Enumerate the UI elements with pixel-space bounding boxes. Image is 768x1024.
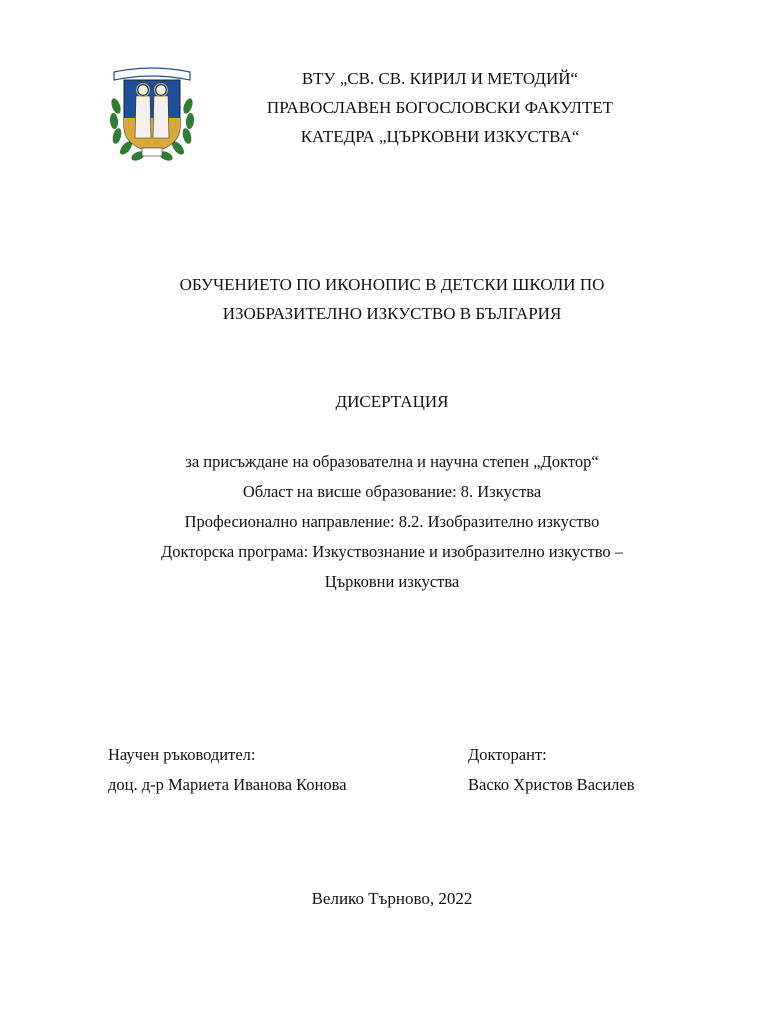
degree-purpose: за присъждане на образователна и научна степен „Доктор“ [185, 452, 599, 471]
supervisor-name: доц. д-р Мариета Иванова Конова [108, 775, 347, 794]
university-name: ВТУ „СВ. СВ. КИРИЛ И МЕТОДИЙ“ [301, 69, 579, 88]
faculty-name: ПРАВОСЛАВЕН БОГОСЛОВСКИ ФАКУЛТЕТ [266, 98, 614, 117]
institution-header [200, 64, 680, 151]
degree-details [100, 447, 684, 597]
doctoral-student-name: Васко Христов Василев [468, 775, 635, 794]
department-name: КАТЕДРА „ЦЪРКОВНИ ИЗКУСТВА“ [300, 127, 580, 146]
professional-field: Професионално направление: 8.2. Изобразително изкуство [184, 512, 600, 531]
place-and-year: Велико Търново, 2022 [311, 889, 473, 908]
supervisor-label: Научен ръководител: [108, 745, 256, 764]
doctoral-program: Докторска програма: Изкуствознание и изобразително изкуство – [160, 542, 624, 561]
title-line-2: ИЗОБРАЗИТЕЛНО ИЗКУСТВО В БЪЛГАРИЯ [222, 304, 562, 323]
supervisor-block [108, 740, 347, 800]
field-of-education: Област на висше образование: 8. Изкуства [242, 482, 542, 501]
doctoral-program-continued: Църковни изкуства [324, 572, 460, 591]
doctoral-student-block [468, 740, 635, 800]
title-line-1: ОБУЧЕНИЕТО ПО ИКОНОПИС В ДЕТСКИ ШКОЛИ ПО [179, 275, 605, 294]
doctoral-student-label: Докторант: [468, 745, 547, 764]
dissertation-title [100, 270, 684, 328]
document-type: ДИСЕРТАЦИЯ [335, 392, 449, 411]
university-crest-icon [106, 66, 198, 164]
